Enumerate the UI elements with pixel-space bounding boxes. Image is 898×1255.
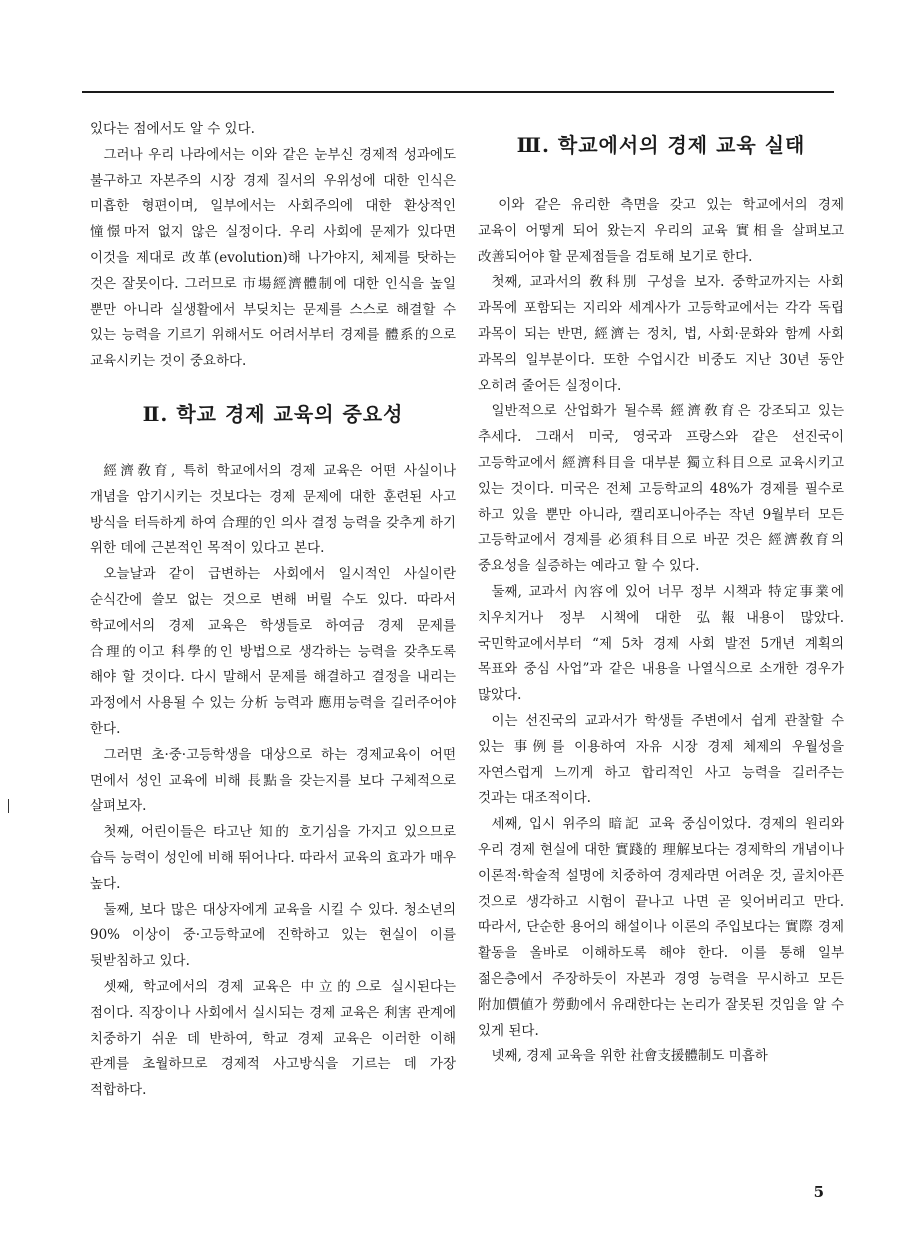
margin-mark <box>8 799 9 813</box>
paragraph: 둘째, 보다 많은 대상자에게 교육을 시킬 수 있다. 청소년의 90% 이상이 중·고등학교에 진학하고 있는 현실이 이를 뒷받침하고 있다. <box>90 901 456 970</box>
section-heading-3: Ⅲ. 학교에서의 경제 교육 실태 <box>516 133 806 157</box>
paragraph: 이와 같은 유리한 측면을 갖고 있는 학교에서의 경제 교육이 어떻게 되어 왔는지 우리의 교육 實相을 살펴보고 改善되어야 할 문제점들을 검토해 보기로 한다. <box>478 197 844 265</box>
paragraph: 오늘날과 같이 급변하는 사회에서 일시적인 사실이란 순식간에 쓸모 없는 것으로 변해 버릴 수도 있다. 따라서 학교에서의 경제 교육은 학생들로 하여금 경제 문제를 合理的이고 科學的인 방법으로 생각하는 능력을 갖추도록 해야 할 것이다. 다시 말해서 문제를 해결하고 결정을 내리는 과정에서 사용될 수 있는 分析 능력과 應用능력을 길러주어야 한다. <box>90 566 456 737</box>
paragraph-continuation: 있다는 점에서도 알 수 있다. <box>90 121 255 137</box>
page-number: 5 <box>813 1183 824 1201</box>
paragraph: 經濟敎育, 특히 학교에서의 경제 교육은 어떤 사실이나 개념을 암기시키는 것보다는 경제 문제에 대한 훈련된 사고 방식을 터득하게 하여 合理的인 의사 결정 능력을 갖추게 하기 위한 데에 근본적인 목적이 있다고 본다. <box>90 462 456 557</box>
paragraph: 첫째, 교과서의 敎科別 구성을 보자. 중학교까지는 사회 과목에 포함되는 지리와 세계사가 고등학교에서는 각각 독립 과목이 되는 반면, 經濟는 정치, 법, 사회·문화와 함께 사회 과목의 일부분이다. 또한 수업시간 비중도 지난 30년 동안 오히려 줄어든 실정이다. <box>478 274 844 394</box>
paragraph: 그러면 초·중·고등학생을 대상으로 하는 경제교육이 어떤 면에서 성인 교육에 비해 長點을 갖는지를 보다 구체적으로 살펴보자. <box>90 746 456 815</box>
paragraph: 첫째, 어린이들은 타고난 知的 호기심을 가지고 있으므로 습득 능력이 성인에 비해 뛰어나다. 따라서 교육의 효과가 매우 높다. <box>90 824 456 892</box>
paragraph: 세째, 입시 위주의 暗記 교육 중심이었다. 경제의 원리와 우리 경제 현실에 대한 實踐的 理解보다는 경제학의 개념이나 이론적·학술적 설명에 치중하여 경제라면 어려운 것, 골치아픈 것으로 생각하고 시험이 끝나고 나면 곧 잊어버리고 만다. 따라서, 단순한 용어의 해설이나 이론의 주입보다는 實際 경제 활동을 올바로 이해하도록 해야 한다. 이를 통해 일부 젊은층에서 주장하듯이 자본과 경영 능력을 무시하고 모든 附加價値가 勞動에서 유래한다는 논리가 잘못된 것임을 알 수 있게 된다. <box>478 816 844 1039</box>
section-heading-2: Ⅱ. 학교 경제 교육의 중요성 <box>142 401 404 426</box>
left-column <box>90 117 456 1104</box>
paragraph: 이는 선진국의 교과서가 학생들 주변에서 쉽게 관찰할 수 있는 事例를 이용하여 자유 시장 경제 체제의 우월성을 자연스럽게 느끼게 하고 합리적인 사고 능력을 길러주는 것과는 대조적이다. <box>478 712 844 807</box>
paragraph: 그러나 우리 나라에서는 이와 같은 눈부신 경제적 성과에도 불구하고 자본주의 시장 경제 질서의 우위성에 대한 인식은 미흡한 형편이며, 일부에서는 사회주의에 대한 환상적인 憧憬마저 없지 않은 실정이다. 우리 사회에 문제가 있다면 이것을 제대로 改革(evolution)해 나가야지, 체제를 탓하는 것은 잘못이다. 그러므로 市場經濟體制에 대한 인식을 높일 뿐만 아니라 실생활에서 부딪치는 문제를 스스로 해결할 수 있는 능력을 기르기 위해서도 어려서부터 경제를 體系的으로 교육시키는 것이 중요하다. <box>90 146 456 370</box>
paragraph: 넷째, 경제 교육을 위한 社會支援體制도 미흡하 <box>491 1048 768 1065</box>
paragraph: 일반적으로 산업화가 될수록 經濟敎育은 강조되고 있는 추세다. 그래서 미국, 영국과 프랑스와 같은 선진국이 고등학교에서 經濟科目을 대부분 獨立科目으로 교육시키고 있는 것이다. 미국은 전체 고등학교의 48%가 경제를 필수로 하고 있을 뿐만 아니라, 캘리포니아주는 작년 9월부터 모든 고등학교에서 경제를 必須科目으로 바꾼 것은 經濟敎育의 중요성을 실증하는 예라고 할 수 있다. <box>478 403 844 575</box>
top-rule <box>82 91 834 93</box>
right-column <box>478 117 844 1070</box>
paragraph: 둘째, 교과서 內容에 있어 너무 정부 시책과 特定事業에 치우치거나 정부 시책에 대한 弘報내용이 많았다. 국민학교에서부터 “제 5차 경제 사회 발전 5개년 계획의 목표와 중심 사업”과 같은 내용을 나열식으로 소개한 경우가 많았다. <box>478 583 844 704</box>
paragraph: 셋째, 학교에서의 경제 교육은 中立的으로 실시된다는 점이다. 직장이나 사회에서 실시되는 경제 교육은 利害 관계에 치중하기 쉬운 데 반하여, 학교 경제 교육은 이러한 이해 관계를 초월하므로 경제적 사고방식을 기르는 데 가장 적합하다. <box>90 978 456 1099</box>
